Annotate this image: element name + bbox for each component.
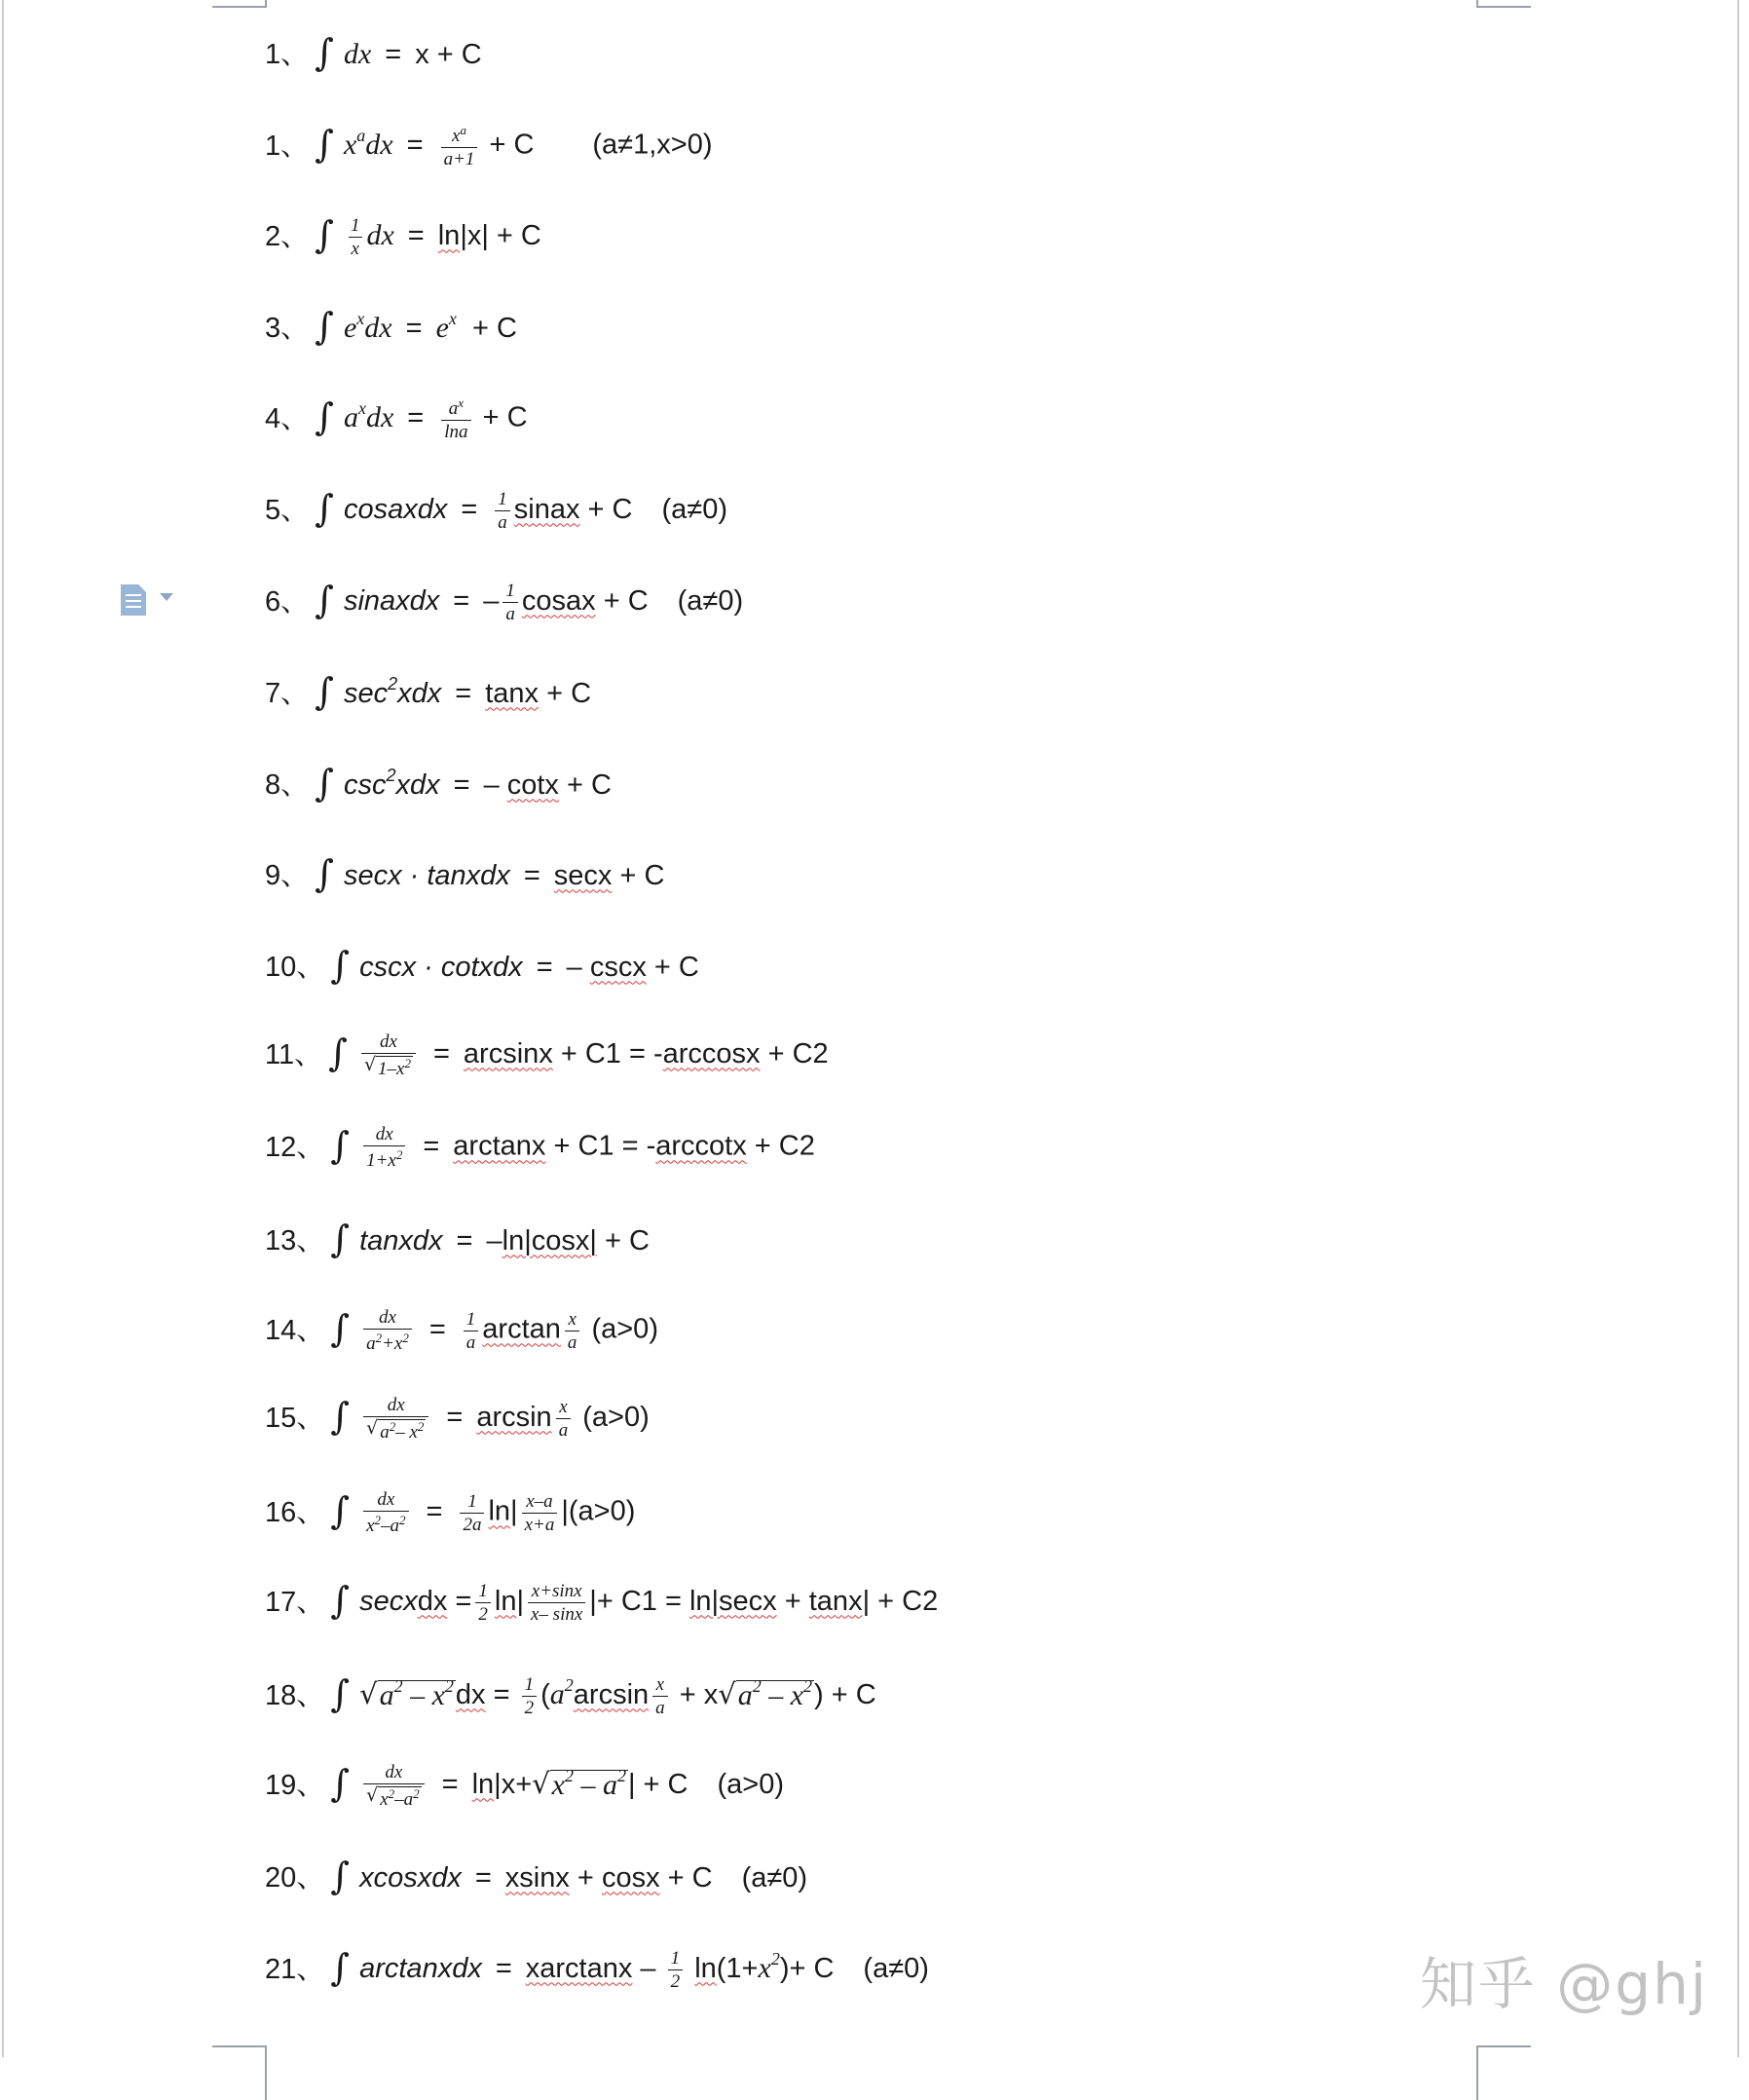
formula-body: $\frac{dx}{1+x^2}$ = arctanx + C1 = -arccotx + C2 [359,1125,815,1170]
formula-row [265,1212,650,1270]
formula-row [265,25,482,84]
formula-number: 5 、 [265,497,309,525]
formula-body: arctanxdx = xarctanx – $\frac{1}{2}$ $\ln(1+x^2)+ C$ (a≠0) [359,1947,929,1992]
formula-row [265,117,713,175]
formula-row [265,756,612,814]
formula-body: dx √ $1-x^2$ = arcsinx + C1 = -arccosx + C2 [357,1032,829,1078]
formula-body: $x^adx$ = $\frac{x^a}{a+1}$ + C (a≠1,x>0) [343,123,713,169]
integral-sign: ∫ [315,123,334,166]
formula-number: 6 、 [265,588,309,617]
formula-number: 17 、 [265,1589,324,1617]
integral-sign: ∫ [315,305,334,348]
integral-sign: ∫ [330,1579,351,1622]
formula-row [265,1849,807,1907]
formula-body: $\sec^2xdx = \tan x + C$ [343,673,592,709]
formula-row [265,664,591,723]
formula-number: 21 、 [265,1956,324,1984]
formula-number: 1 、 [265,132,309,161]
page-border [2,0,1739,2057]
formula-row [265,1573,938,1631]
formula-number: 7 、 [265,680,309,708]
formula-body: secxdx = $\frac{1}{2}$ ln| $\frac{x+\sin x}{x- \sin x}$ |+ C1 = ln|secx + tanx| + C2 [359,1580,939,1625]
integral-sign: ∫ [330,1855,351,1897]
formula-row [265,1940,929,1999]
integral-sign: ∫ [315,487,334,530]
formula-number: 14 、 [265,1317,324,1345]
integral-sign: ∫ [315,213,334,256]
formula-number: 9 、 [265,862,309,890]
integral-sign: ∫ [330,1946,351,1989]
formula-row [265,390,528,448]
crop-mark-bottom-left [212,2045,267,2100]
formula-body: cosaxdx = $\frac{1}{a}$ sinax + C (a≠0) [343,488,727,533]
formula-body: secx · tanxdx = secx + C [343,859,665,891]
formula-number: 16 、 [265,1499,324,1527]
formula-row [265,1301,658,1360]
formula-body: sinaxdx = – $\frac{1}{a}$ cosax + C (a≠0) [343,580,744,624]
integral-sign: ∫ [315,762,334,805]
formula-number: 15 、 [265,1405,324,1433]
integral-sign: ∫ [315,852,334,895]
integral-sign: ∫ [328,1031,348,1074]
formula-body: $\csc^2xdx$ = – cotx + C [343,765,612,801]
formula-number: 13 、 [265,1227,324,1256]
watermark: 知乎 @ghj [1419,1951,1708,2017]
formula-body: tanxdx = –ln|cosx| + C [359,1224,650,1256]
formula-row [265,1389,650,1447]
formula-body: cscx · cotxdx = – cscx + C [359,951,699,983]
formula-row [265,207,541,266]
formula-number: 12 、 [265,1134,324,1162]
integral-sign: ∫ [330,1762,351,1805]
formula-row [265,1118,815,1177]
formula-body: $\frac{dx}{a^2+x^2}$ = $\frac{1}{a}$ arctan $\frac{x}{a}$ (a>0) [359,1308,658,1353]
integral-sign: ∫ [315,395,334,438]
integral-sign: ∫ [315,579,334,621]
formula-body: √ $a^2 - x^2$ dx = $\frac{1}{2}$ ($a^2\arcsin$ $\frac{x}{a}$ + x √ $a^2 - x^2$ ) + C [359,1673,876,1718]
formula-number: 10 、 [265,954,324,982]
integral-sign: ∫ [315,31,334,74]
formula-row [265,1026,829,1084]
integral-sign: ∫ [315,670,334,713]
integral-sign: ∫ [330,1218,351,1260]
paragraph-document-icon[interactable] [121,584,146,616]
formula-number: 11 、 [265,1041,322,1069]
formula-body: $a^xdx$ = $\frac{a^x}{\ln a}$ + C [343,395,528,442]
formula-row [265,1483,635,1542]
formula-row [265,1756,784,1815]
formula-body: $\frac{1}{x}$ dx = ln|x| + C [344,216,541,258]
crop-mark-top-right [1476,0,1531,8]
formula-row [265,299,517,357]
integral-sign: ∫ [330,944,351,987]
chevron-down-icon[interactable] [160,593,173,601]
formula-number: 2 、 [265,223,309,251]
formula-number: 1 、 [265,41,309,69]
integral-sign: ∫ [330,1395,351,1438]
formula-number: 8 、 [265,771,309,800]
formula-row [265,573,743,631]
formula-number: 19 、 [265,1772,324,1800]
integral-sign: ∫ [330,1672,351,1715]
formula-body: $e^xdx = e^x + C$ [343,309,517,344]
formula-body: $\frac{dx}{x^2-a^2}$ = $\frac{1}{2a}$ ln| $\frac{x-a}{x+a}$ |(a>0) [359,1490,635,1535]
formula-body: xcosxdx = xsinx + cosx + C (a≠0) [359,1861,808,1894]
crop-mark-top-left [212,0,267,8]
formula-row [265,1667,876,1725]
integral-sign: ∫ [330,1489,351,1532]
formula-number: 20 、 [265,1864,324,1893]
formula-number: 18 、 [265,1682,324,1710]
formula-body: dx = x + C [343,38,482,70]
formula-row [265,846,664,905]
formula-row [265,938,699,996]
formula-body: dx √ $x^2-a^2$ = ln|x+ √ $x^2 - a^2$ | + C (a>0) [359,1763,784,1809]
integral-sign: ∫ [330,1124,351,1167]
formula-number: 4 、 [265,405,309,433]
integral-sign: ∫ [330,1307,351,1350]
formula-number: 3 、 [265,315,309,343]
formula-body: dx √ $a^2-$ $x^2$ = arcsin $\frac{x}{a}$ (a>0) [359,1396,650,1442]
crop-mark-bottom-right [1476,2045,1531,2100]
formula-row [265,481,727,540]
